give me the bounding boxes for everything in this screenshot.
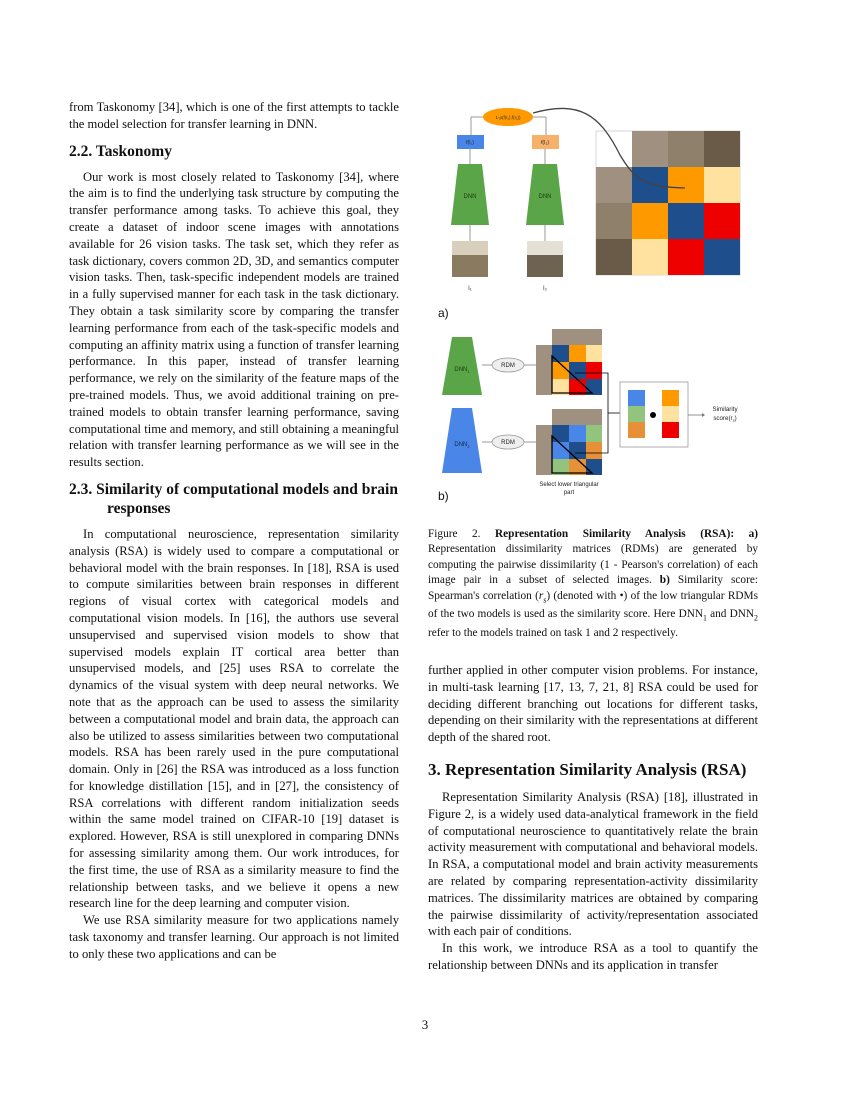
section-3-paragraph-2: In this work, we introduce RSA as a tool to quantify the relationship between DNNs and its application in transfer bbox=[428, 941, 758, 972]
section-3-heading: 3. Representation Similarity Analysis (RSA) bbox=[428, 759, 747, 779]
panel-b-label: b) bbox=[438, 489, 449, 503]
svg-text:I₂: I₂ bbox=[543, 286, 547, 292]
section-2-2-heading: 2.2. Taskonomy bbox=[69, 142, 172, 160]
svg-text:f(I₂): f(I₂) bbox=[540, 140, 550, 146]
left-column bbox=[69, 99, 399, 963]
svg-text:Similarity: Similarity bbox=[712, 406, 738, 413]
section-2-3-paragraph-2: We use RSA similarity measure for two applications namely task taxonomy and transfer learning. Our approach is not limited to only these two applications and can be bbox=[69, 913, 399, 961]
dot-product-icon bbox=[650, 412, 656, 418]
section-2-3-paragraph-1: In computational neuroscience, representation similarity analysis (RSA) is widely used to compare a computational or behavioral model with the brain responses. In [18], RSA is used to compute similarities between brain responses in different regions of visual cortex with categorical models and computational vision models. In [16], the authors use several unsupervised and supervised vision models to show that supervised models explain IT cortical area better than unsupervised models, and [25] uses RSA to correlate the dynamics of the visual system with deep neural networks. We note that as the approach can be used to assess the similarity between a computational model and brain data, the approach can also be utilized to assess similarities between two computational models. RSA has been rarely used in the pure computational domain. Only in [26] the RSA was introduced as a loss function for knowledge distillation [15], and in [27], the consistency of RSA correlations with different random initialization seeds within the same model trained on CIFAR-10 [19] dataset is explored. However, RSA is still unexplored in comparing DNNs for assessing similarity among them. Our work introduces, for the first time, the use of RSA as a similarity measure to find the relationship between tasks, and we believe it opens a new research line for the deep learning and computer vision. bbox=[69, 526, 399, 911]
figure-caption: Figure 2. Representation Similarity Analysis (RSA): a) Representation dissimilarity matrices (RDMs) are generated by computing the pairwise dissimilarity (1 - Pearson's correlation) of each image pair in a subset of selected images. b) Similarity score: Spearman's correlation $(r_s)$ (denoted with •) of the low triangular RDMs of the two models is used as the similarity score. Here $DNN_1$ and $DNN_2$ refer to the models trained on task 1 and 2 respectively. bbox=[428, 528, 759, 639]
svg-text:DNN1: $DNN_1$ bbox=[454, 367, 470, 374]
dnn-2-b-trapezoid bbox=[442, 408, 482, 473]
section-2-3-heading-line2: responses bbox=[107, 499, 171, 517]
rdm-matrix-1 bbox=[536, 329, 602, 395]
page-number: 3 bbox=[421, 1017, 429, 1032]
svg-text:DNN2: $DNN_2$ bbox=[454, 442, 470, 449]
figure-2 bbox=[430, 95, 770, 515]
rdm-matrix-a bbox=[596, 131, 740, 275]
panel-b bbox=[438, 329, 738, 503]
right-column bbox=[428, 662, 758, 974]
intro-paragraph: from Taskonomy [34], which is one of the first attempts to tackle the model selection for transfer learning in DNN. bbox=[69, 100, 399, 131]
section-2-3-heading-line1: 2.3. Similarity of computational models and brain bbox=[69, 480, 398, 498]
svg-text:score(rs): $score(r_s)$ bbox=[713, 415, 737, 423]
rsa-diagram bbox=[430, 95, 770, 515]
dnn-1-b-trapezoid bbox=[442, 337, 482, 395]
svg-text:I₁: I₁ bbox=[468, 286, 472, 292]
svg-text:DNN: DNN bbox=[463, 194, 477, 200]
rdm-matrix-2 bbox=[536, 409, 602, 475]
panel-a-label: a) bbox=[438, 306, 449, 320]
svg-text:DNN: DNN bbox=[538, 194, 552, 200]
section-2-2-paragraph: Our work is most closely related to Taskonomy [34], where the aim is to find the underlying task structure by computing the transfer performance among tasks. To achieve this goal, they create a dataset of indoor scene images with annotations available for 26 vision tasks. The task set, which they refer as task dictionary, covers common 2D, 3D, and semantics computer vision tasks. Then, task-specific independent models are trained in a fully supervised manner for each task in the task dictionary. They obtain a task similarity score by comparing the transfer learning performance from each of the task-specific models and computing an affinity matrix using a function of transfer learning performance. In this paper, instead of transfer learning performance, we rely on the similarity of the feature maps of the pre-trained models. Thus, we avoid additional training on pre-trained models to obtain transfer learning performance, saving computational time and memory, and still obtaining a meaningful relation with transfer learning performance as we will see in the results section. bbox=[69, 169, 399, 470]
svg-text:RDM: RDM bbox=[501, 363, 515, 369]
panel-a bbox=[438, 108, 740, 320]
dissimilarity-label: 1-ρ(f(I₁),f(I₂)) bbox=[495, 115, 521, 120]
continuation-paragraph: further applied in other computer vision problems. For instance, in multi-task learning [17, 13, 7, 21, 8] RSA could be used for deciding different branching out locations for different tasks, depending on their similarity with the representations at different depth of the shared root. bbox=[428, 663, 758, 745]
section-3-paragraph-1: Representation Similarity Analysis (RSA) [18], illustrated in Figure 2, is a widely used data-analytical framework in the field of computational neuroscience to quantitatively relate the brain activity measurement with computational and behavioral models. In RSA, a computational model and brain activity measurements are related by comparing representation-activity dissimilarity matrices. The dissimilarity matrices are obtained by comparing the pairwise dissimilarity of activity/representation associated with each pair of conditions. bbox=[428, 789, 758, 939]
svg-text:Select lower triangular: Select lower triangular bbox=[539, 482, 599, 488]
svg-text:RDM: RDM bbox=[501, 440, 515, 446]
section-2-3-heading bbox=[69, 480, 399, 518]
svg-text:f(I₁): f(I₁) bbox=[466, 140, 474, 146]
svg-text:part: part bbox=[563, 490, 575, 496]
